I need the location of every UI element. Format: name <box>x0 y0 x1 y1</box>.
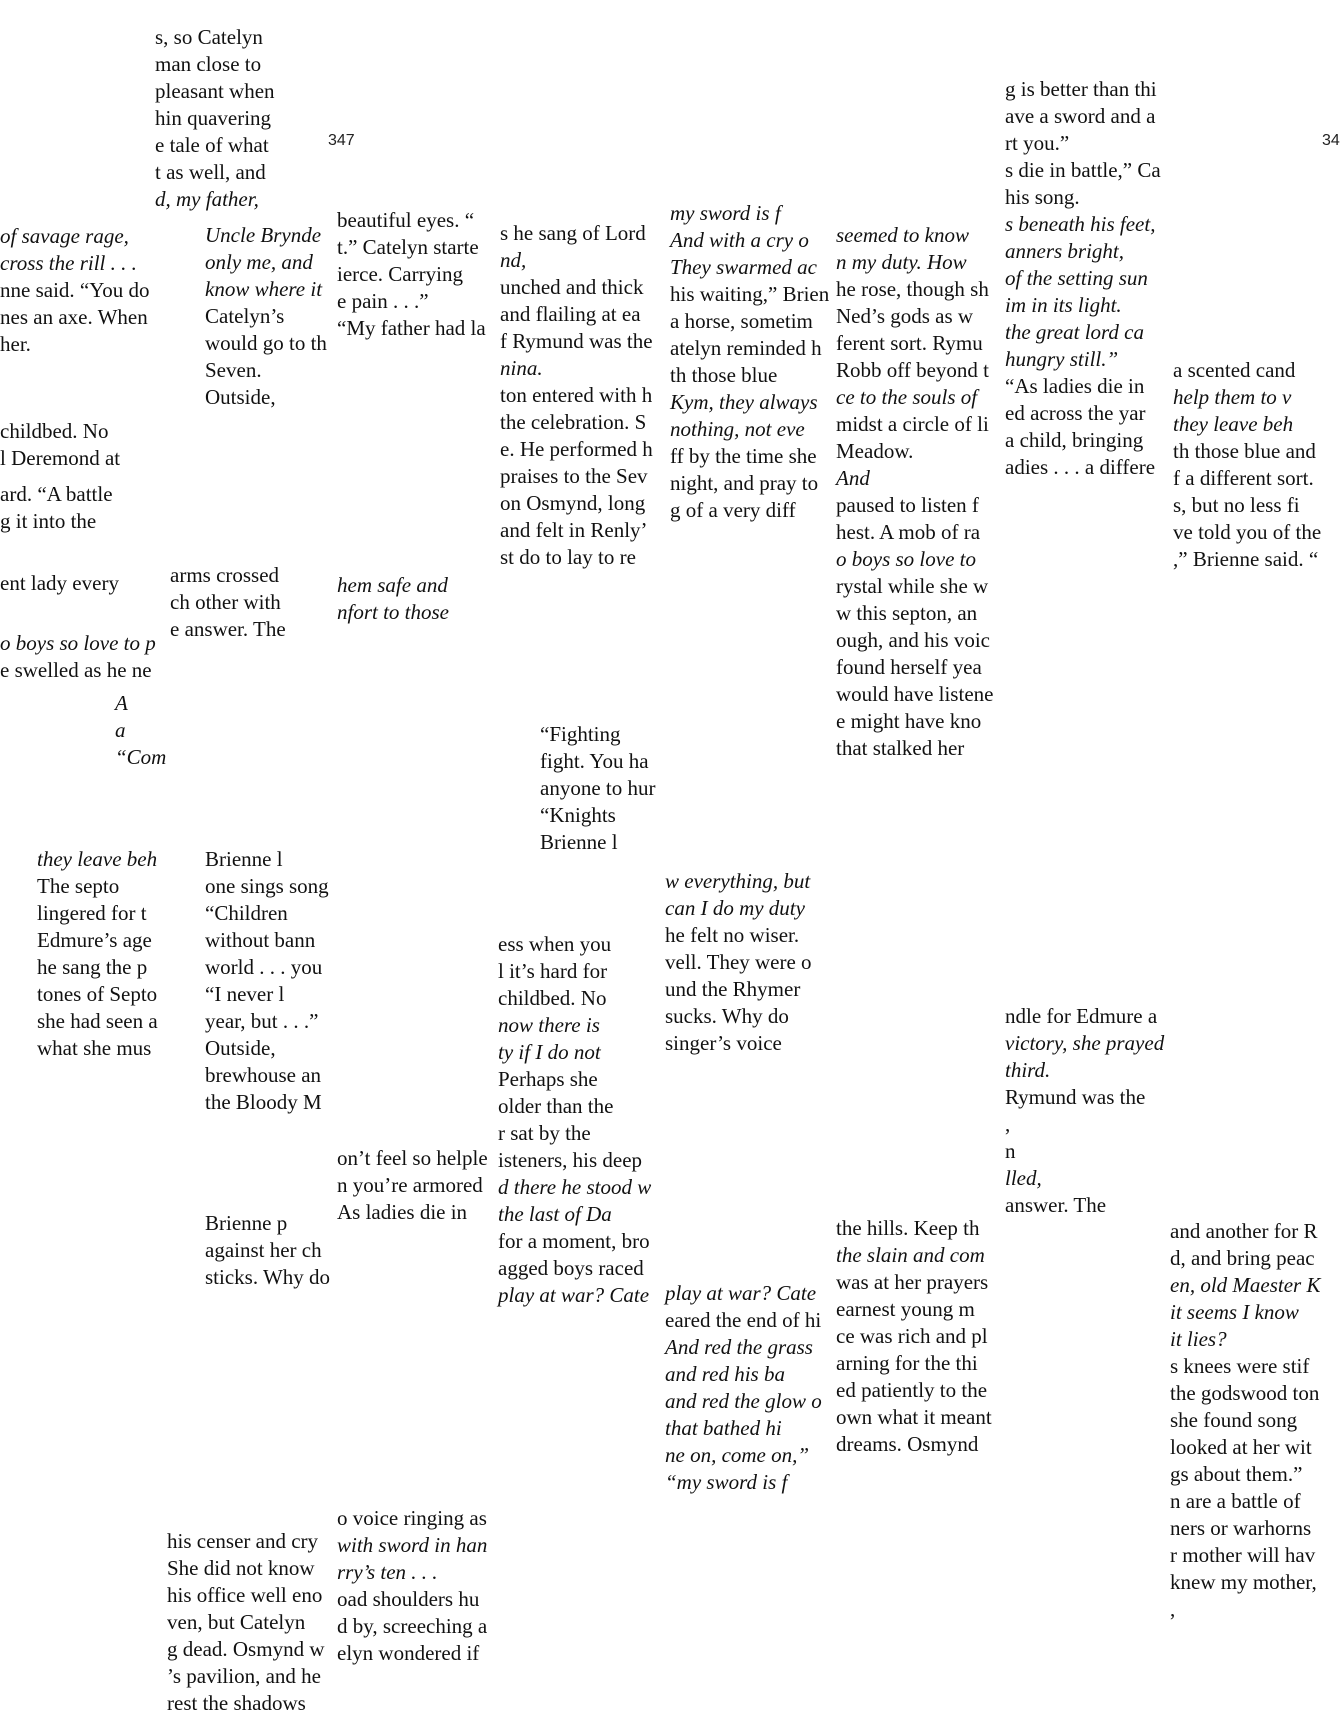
text-line: they leave beh <box>1173 412 1294 436</box>
text-line: one sings song <box>205 874 329 898</box>
text-line: he felt no wiser. <box>665 923 800 947</box>
text-line: ch other with <box>170 590 281 614</box>
text-line: th those blue and <box>1173 439 1316 463</box>
text-line: ierce. Carrying <box>337 262 463 286</box>
text-line: “I never l <box>205 982 285 1006</box>
text-line: third. <box>1005 1058 1051 1082</box>
text-line: s, but no less fi <box>1173 493 1300 517</box>
text-line: looked at her wit <box>1170 1435 1312 1459</box>
text-fragment <box>37 846 169 1062</box>
text-line: and red the glow o <box>665 1389 822 1413</box>
text-line: ed across the yar <box>1005 401 1146 425</box>
text-line: en, old Maester K <box>1170 1273 1321 1297</box>
text-line: a <box>115 718 126 742</box>
text-line: Kym, they always <box>670 390 818 414</box>
text-line: unched and thick <box>500 275 644 299</box>
text-line: Meadow. <box>836 439 914 463</box>
text-line: brewhouse an <box>205 1063 322 1087</box>
text-line: rystal while she w <box>836 574 989 598</box>
text-line: , <box>1170 1597 1176 1621</box>
text-line: singer’s voice <box>665 1031 782 1055</box>
page-number-right: 34 <box>1322 132 1340 149</box>
text-line: oad shoulders hu <box>337 1587 480 1611</box>
text-line: f Rymund was the <box>500 329 653 353</box>
text-line: the slain and com <box>836 1243 985 1267</box>
text-line: o voice ringing as <box>337 1506 487 1530</box>
text-line: ff by the time she <box>670 444 817 468</box>
text-line: ough, and his voic <box>836 628 990 652</box>
text-line: r mother will hav <box>1170 1543 1316 1567</box>
text-line: would go to th <box>205 331 327 355</box>
text-line: know where it <box>205 277 323 301</box>
text-line: midst a circle of li <box>836 412 989 436</box>
text-fragment <box>1005 76 1173 481</box>
text-line: ard. “A battle <box>0 482 113 506</box>
text-line: vell. They were o <box>665 950 812 974</box>
text-line: nina. <box>500 356 543 380</box>
text-line: hem safe and <box>337 573 448 597</box>
text-line: it lies? <box>1170 1327 1227 1351</box>
text-line: ton entered with h <box>500 383 653 407</box>
text-line: on’t feel so helple <box>337 1146 488 1170</box>
text-fragment <box>0 630 168 684</box>
text-line: Outside, <box>205 385 276 409</box>
text-line: eared the end of hi <box>665 1308 822 1332</box>
text-line: it seems I know <box>1170 1300 1299 1324</box>
text-line: for a moment, bro <box>498 1229 650 1253</box>
text-line: th those blue <box>670 363 778 387</box>
text-line: Brienne l <box>540 830 618 854</box>
text-line: n <box>1005 1139 1016 1163</box>
text-line: ndle for Edmure a <box>1005 1004 1158 1028</box>
text-fragment <box>1173 357 1339 573</box>
text-line: victory, she prayed <box>1005 1031 1165 1055</box>
text-line: dreams. Osmynd <box>836 1432 979 1456</box>
text-line: hest. A mob of ra <box>836 520 981 544</box>
text-fragment <box>167 1528 337 1717</box>
text-line: man close to <box>155 52 262 76</box>
text-line: d, my father, <box>155 187 259 211</box>
text-line: that stalked her <box>836 736 965 760</box>
text-line: childbed. No <box>498 986 607 1010</box>
text-line: t.” Catelyn starte <box>337 235 479 259</box>
text-fragment <box>337 207 500 342</box>
text-line: s die in battle,” Ca <box>1005 158 1161 182</box>
text-line: g dead. Osmynd w <box>167 1637 325 1661</box>
text-line: a child, bringing <box>1005 428 1144 452</box>
text-line: Perhaps she <box>498 1067 598 1091</box>
text-line: nne said. “You do <box>0 278 150 302</box>
text-line: “Fighting <box>540 722 621 746</box>
text-line: what she mus <box>37 1036 152 1060</box>
text-fragment <box>155 24 295 213</box>
text-line: with sword in han <box>337 1533 488 1557</box>
text-fragment <box>0 223 168 358</box>
text-line: She did not know <box>167 1556 315 1580</box>
text-line: st do to lay to re <box>500 545 636 569</box>
text-line: of savage rage, <box>0 224 129 248</box>
text-line: s he sang of Lord <box>500 221 646 245</box>
text-fragment <box>498 931 652 1309</box>
text-line: answer. The <box>1005 1193 1107 1217</box>
text-line: and red his ba <box>665 1362 785 1386</box>
text-line: hungry still.” <box>1005 347 1119 371</box>
text-line: ce was rich and pl <box>836 1324 988 1348</box>
text-fragment <box>337 572 500 626</box>
text-line: ners or warhorns <box>1170 1516 1312 1540</box>
text-line: “My father had la <box>337 316 486 340</box>
text-line: and another for R <box>1170 1219 1318 1243</box>
text-line: e. He performed h <box>500 437 653 461</box>
text-line: g is better than thi <box>1005 77 1157 101</box>
text-line: ferent sort. Rymu <box>836 331 983 355</box>
text-fragment <box>836 222 1004 762</box>
text-fragment <box>0 570 132 597</box>
text-line: nd, <box>500 248 527 272</box>
text-line: s knees were stif <box>1170 1354 1310 1378</box>
text-line: Brienne p <box>205 1211 288 1235</box>
text-line: “Children <box>205 901 288 925</box>
text-line: night, and pray to <box>670 471 819 495</box>
text-line: found herself yea <box>836 655 982 679</box>
text-line: elyn wondered if <box>337 1641 480 1665</box>
text-fragment <box>670 200 836 524</box>
text-line: nes an axe. When <box>0 305 148 329</box>
text-fragment <box>540 721 672 856</box>
text-line: ne on, come on,” <box>665 1443 810 1467</box>
text-line: n you’re armored <box>337 1173 483 1197</box>
text-line: rest the shadows <box>167 1691 306 1715</box>
text-line: hin quavering <box>155 106 272 130</box>
text-line: was at her prayers <box>836 1270 989 1294</box>
text-fragment <box>0 418 150 472</box>
text-line: And red the grass <box>665 1335 813 1359</box>
text-line: childbed. No <box>0 419 109 443</box>
text-line: ’s pavilion, and he <box>167 1664 321 1688</box>
text-line: w everything, but <box>665 869 811 893</box>
text-fragment <box>170 562 300 643</box>
text-line: the godswood ton <box>1170 1381 1320 1405</box>
text-line: d there he stood w <box>498 1175 652 1199</box>
text-line: they leave beh <box>37 847 158 871</box>
text-line: his office well eno <box>167 1583 323 1607</box>
text-line: without bann <box>205 928 316 952</box>
text-fragment <box>836 1215 1004 1458</box>
text-line: only me, and <box>205 250 313 274</box>
text-line: w this septon, an <box>836 601 978 625</box>
text-line: she had seen a <box>37 1009 158 1033</box>
text-line: und the Rhymer <box>665 977 801 1001</box>
text-line: s, so Catelyn <box>155 25 263 49</box>
text-line: seemed to know <box>836 223 969 247</box>
text-line: anyone to hur <box>540 776 656 800</box>
text-fragment <box>337 1505 500 1667</box>
text-line: lled, <box>1005 1166 1042 1190</box>
text-line: agged boys raced <box>498 1256 644 1280</box>
text-line: The septo <box>37 874 120 898</box>
text-line: year, but . . .” <box>205 1009 319 1033</box>
text-line: now there is <box>498 1013 600 1037</box>
text-line: anners bright, <box>1005 239 1125 263</box>
text-line: can I do my duty <box>665 896 805 920</box>
text-line: e answer. The <box>170 617 286 641</box>
text-line: ven, but Catelyn <box>167 1610 306 1634</box>
text-line: t as well, and <box>155 160 266 184</box>
text-fragment <box>337 1145 500 1226</box>
text-line: sticks. Why do <box>205 1265 331 1289</box>
text-line: Ned’s gods as w <box>836 304 974 328</box>
text-line: against her ch <box>205 1238 322 1262</box>
text-line: praises to the Sev <box>500 464 648 488</box>
text-line: he sang the p <box>37 955 148 979</box>
text-line: my sword is f <box>670 201 781 225</box>
text-line: his waiting,” Brien <box>670 282 830 306</box>
text-line: the great lord ca <box>1005 320 1145 344</box>
text-line: And <box>836 466 870 490</box>
text-line: he rose, though sh <box>836 277 989 301</box>
text-line: They swarmed ac <box>670 255 817 279</box>
page-number-left: 347 <box>328 132 355 149</box>
text-line: Rymund was the <box>1005 1085 1146 1109</box>
text-line: pleasant when <box>155 79 275 103</box>
text-fragment <box>205 222 335 411</box>
text-line: the hills. Keep th <box>836 1216 980 1240</box>
text-line: ave a sword and a <box>1005 104 1156 128</box>
text-line: “Com <box>115 745 167 769</box>
text-line: And with a cry o <box>670 228 809 252</box>
text-line: ess when you <box>498 932 612 956</box>
text-line: ed patiently to the <box>836 1378 988 1402</box>
text-line: As ladies die in <box>337 1200 468 1224</box>
text-fragment <box>665 1280 835 1496</box>
text-line: isteners, his deep <box>498 1148 643 1172</box>
text-line: lingered for t <box>37 901 147 925</box>
text-line: gs about them.” <box>1170 1462 1303 1486</box>
text-line: tones of Septo <box>37 982 158 1006</box>
text-line: ,” Brienne said. “ <box>1173 547 1319 571</box>
text-line: ent lady every <box>0 571 119 595</box>
text-line: his censer and cry <box>167 1529 319 1553</box>
text-line: the celebration. S <box>500 410 647 434</box>
text-line: on Osmynd, long <box>500 491 646 515</box>
text-line: a scented cand <box>1173 358 1296 382</box>
text-line: ve told you of the <box>1173 520 1322 544</box>
text-line: fight. You ha <box>540 749 649 773</box>
text-line: arms crossed <box>170 563 280 587</box>
text-fragment <box>115 690 169 771</box>
text-line: n are a battle of <box>1170 1489 1301 1513</box>
text-line: the Bloody M <box>205 1090 322 1114</box>
text-line: e tale of what <box>155 133 269 157</box>
text-line: g it into the <box>0 509 97 533</box>
text-line: g of a very diff <box>670 498 796 522</box>
text-fragment <box>500 220 670 571</box>
text-line: s beneath his feet, <box>1005 212 1156 236</box>
text-line: arning for the thi <box>836 1351 978 1375</box>
text-line: play at war? Cate <box>498 1283 650 1307</box>
text-line: o boys so love to <box>836 547 976 571</box>
text-line: Seven. <box>205 358 262 382</box>
text-line: sucks. Why do <box>665 1004 789 1028</box>
text-line: Robb off beyond t <box>836 358 990 382</box>
text-line: and felt in Renly’ <box>500 518 648 542</box>
text-line: adies . . . a differe <box>1005 455 1156 479</box>
text-line: nothing, not eve <box>670 417 805 441</box>
text-line: e pain . . .” <box>337 289 429 313</box>
text-line: f a different sort. <box>1173 466 1314 490</box>
text-line: a horse, sometim <box>670 309 813 333</box>
text-line: ty if I do not <box>498 1040 601 1064</box>
text-line: help them to v <box>1173 385 1292 409</box>
text-line: im in its light. <box>1005 293 1122 317</box>
text-line: d, and bring peac <box>1170 1246 1315 1270</box>
text-fragment <box>1170 1218 1339 1623</box>
text-line: nfort to those <box>337 600 450 624</box>
text-line: her. <box>0 332 31 356</box>
text-line: would have listene <box>836 682 994 706</box>
text-line: and flailing at ea <box>500 302 641 326</box>
text-line: own what it meant <box>836 1405 992 1429</box>
text-line: rt you.” <box>1005 131 1070 155</box>
text-fragment <box>665 868 835 1057</box>
text-line: , <box>1005 1112 1011 1136</box>
text-line: play at war? Cate <box>665 1281 817 1305</box>
text-line: e might have kno <box>836 709 982 733</box>
text-line: r sat by the <box>498 1121 591 1145</box>
text-line: earnest young m <box>836 1297 975 1321</box>
text-line: older than the <box>498 1094 614 1118</box>
text-line: e swelled as he ne <box>0 658 152 682</box>
text-line: Outside, <box>205 1036 276 1060</box>
text-line: the last of Da <box>498 1202 612 1226</box>
text-line: Brienne l <box>205 847 283 871</box>
text-line: cross the rill . . . <box>0 251 137 275</box>
text-line: d by, screeching a <box>337 1614 488 1638</box>
text-line: beautiful eyes. “ <box>337 208 475 232</box>
text-fragment <box>1005 1003 1173 1219</box>
text-line: n my duty. How <box>836 250 967 274</box>
text-line: “As ladies die in <box>1005 374 1145 398</box>
text-line: of the setting sun <box>1005 266 1148 290</box>
text-line: Catelyn’s <box>205 304 285 328</box>
text-line: paused to listen f <box>836 493 979 517</box>
text-fragment <box>0 481 132 535</box>
text-fragment <box>205 846 335 1116</box>
text-line: l Deremond at <box>0 446 121 470</box>
text-line: rry’s ten . . . <box>337 1560 438 1584</box>
text-line: she found song <box>1170 1408 1298 1432</box>
text-line: “Knights <box>540 803 616 827</box>
text-line: ce to the souls of <box>836 385 978 409</box>
text-line: Edmure’s age <box>37 928 152 952</box>
text-line: “my sword is f <box>665 1470 788 1494</box>
text-line: atelyn reminded h <box>670 336 822 360</box>
text-fragment <box>205 1210 335 1291</box>
text-line: A <box>115 691 128 715</box>
text-line: l it’s hard for <box>498 959 608 983</box>
text-line: Uncle Brynde <box>205 223 322 247</box>
text-line: that bathed hi <box>665 1416 782 1440</box>
text-line: his song. <box>1005 185 1080 209</box>
text-line: knew my mother, <box>1170 1570 1317 1594</box>
text-line: world . . . you <box>205 955 323 979</box>
text-line: o boys so love to p <box>0 631 156 655</box>
